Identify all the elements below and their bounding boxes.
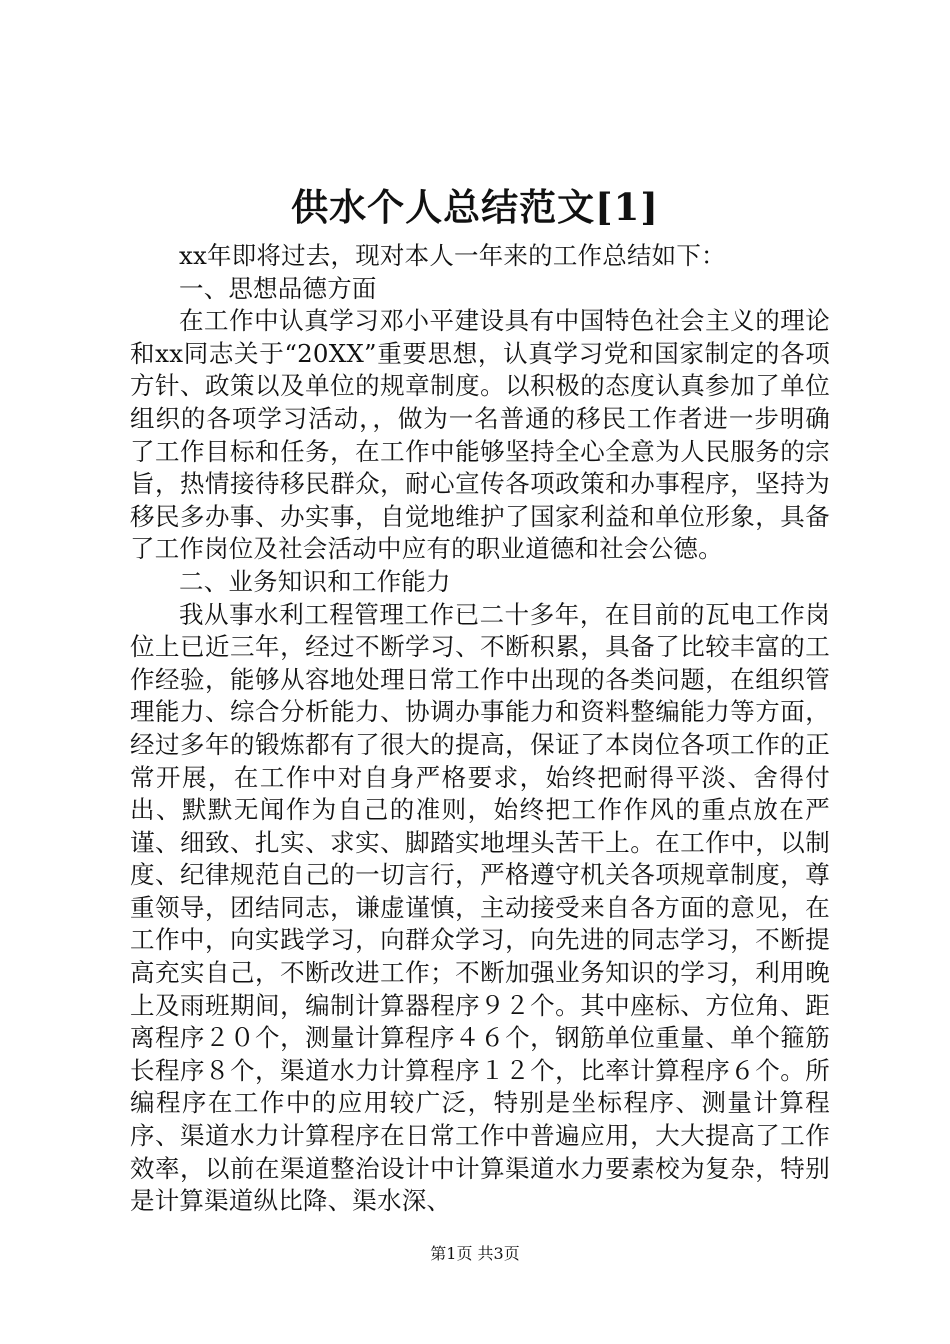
- section-heading-2: 二、业务知识和工作能力: [179, 566, 451, 596]
- section-paragraph-1: 在工作中认真学习邓小平建设具有中国特色社会主义的理论和xx同志关于“20XX”重要思想，认真学习党和国家制定的各项方针、政策以及单位的规章制度。以积极的态度认真参加了单位组织的各项学习活动，，做为一名普通的移民工作者进一步明确了工作目标和任务，在工作中能够坚持全心全意为人民服务的宗旨，热情接待移民群众，耐心宣传各项政策和办事程序，坚持为移民多办事、办实事，自觉地维护了国家利益和单位形象，具备了工作岗位及社会活动中应有的职业道德和社会公德。: [130, 306, 830, 564]
- document-title: 供水个人总结范文[1]: [291, 185, 659, 229]
- page-number-footer: 第1页 共3页: [430, 1244, 520, 1263]
- intro-paragraph: xx年即将过去，现对本人一年来的工作总结如下：: [179, 241, 726, 270]
- section-paragraph-2: 我从事水利工程管理工作已二十多年，在目前的瓦电工作岗位上已近三年，经过不断学习、不断积累，具备了比较丰富的工作经验，能够从容地处理日常工作中出现的各类问题，在组织管理能力、综合分析能力、协调办事能力和资料整编能力等方面，经过多年的锻炼都有了很大的提高，保证了本岗位各项工作的正常开展，在工作中对自身严格要求，始终把耐得平淡、舍得付出、默默无闻作为自己的准则，始终把工作作风的重点放在严谨、细致、扎实、求实、脚踏实地埋头苦干上。在工作中，以制度、纪律规范自己的一切言行，严格遵守机关各项规章制度，尊重领导，团结同志，谦虚谨慎，主动接受来自各方面的意见，在工作中，向实践学习，向群众学习，向先进的同志学习，不断提高充实自己，不断改进工作；不断加强业务知识的学习，利用晚上及雨班期间，编制计算器程序９２个。其中座标、方位角、距离程序２０个，测量计算程序４６个，钢筋单位重量、单个箍筋长程序８个，渠道水力计算程序１２个，比率计算程序６个。所编程序在工作中的应用较广泛，特别是坐标程序、测量计算程序、渠道水力计算程序在日常工作中普遍应用，大大提高了工作效率，以前在渠道整治设计中计算渠道水力要素校为复杂，特别是计算渠道纵比降、渠水深、: [130, 599, 830, 1216]
- document-body: [130, 240, 830, 1218]
- section-heading-1: 一、思想品德方面: [179, 273, 377, 303]
